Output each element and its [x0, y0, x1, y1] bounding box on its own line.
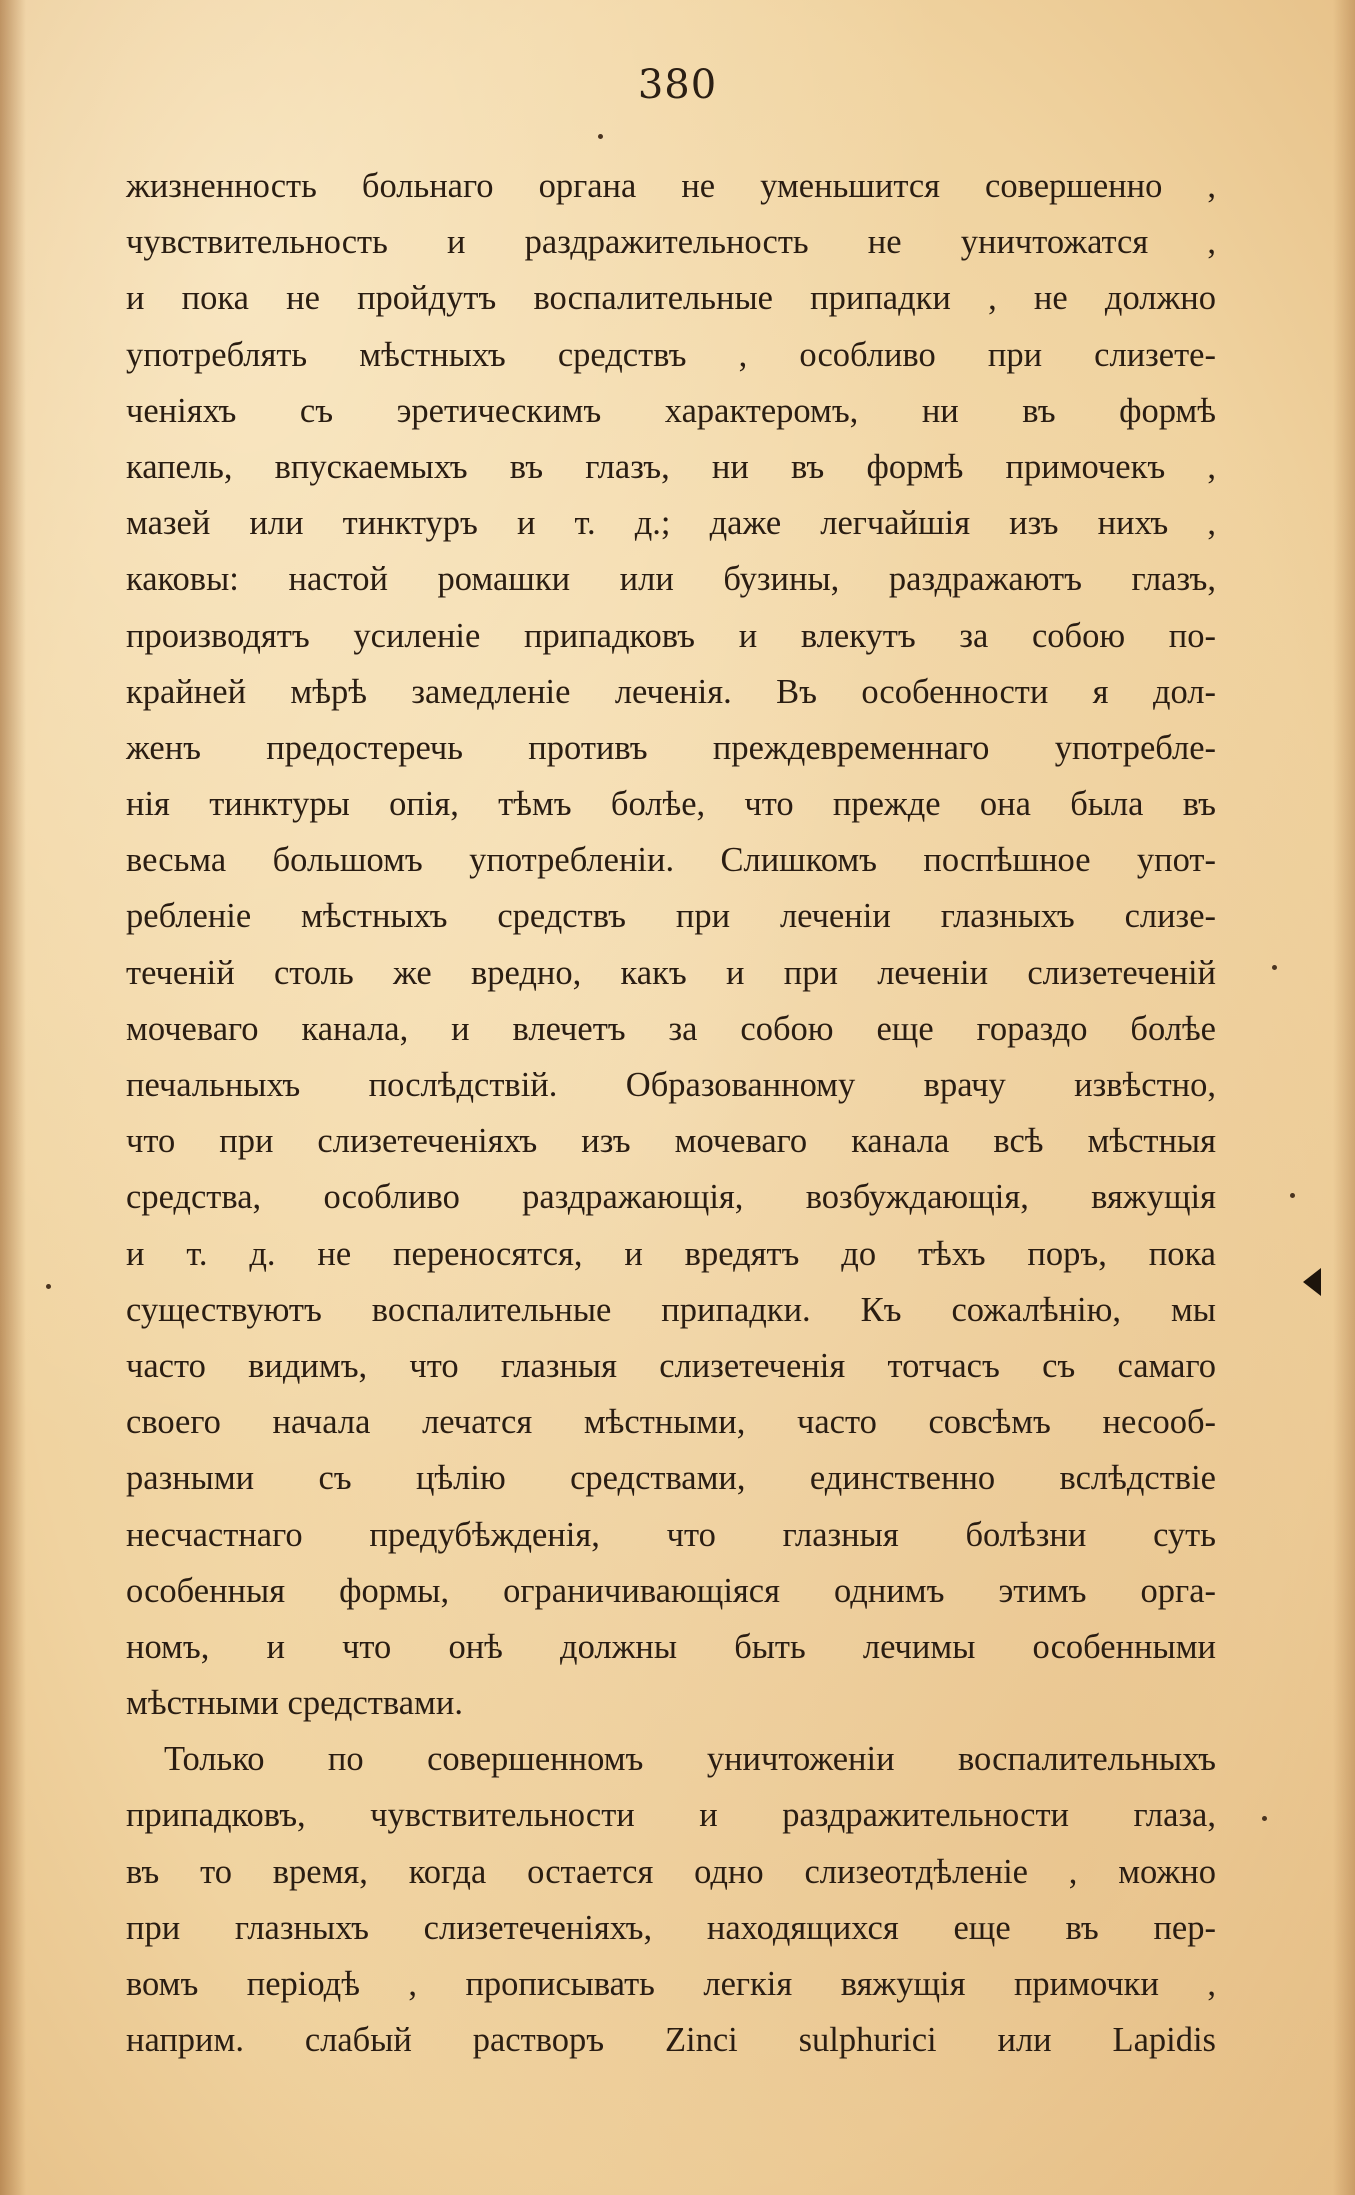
ink-speck	[1262, 1816, 1267, 1821]
ink-speck	[1290, 1193, 1295, 1198]
text-line: мочеваго канала, и влечетъ за собою еще гораздо болѣе	[126, 1009, 1216, 1048]
text-line: что при слизетеченіяхъ изъ мочеваго канала всѣ мѣстныя	[126, 1122, 1216, 1161]
text-line: средства, особливо раздражающія, возбуждающія, вяжущія	[126, 1178, 1216, 1217]
text-line: жизненность больнаго органа не уменьшится совершенно ,	[126, 167, 1216, 205]
text-line: номъ, и что онѣ должны быть лечимы особенными	[126, 1627, 1216, 1666]
text-line: припадковъ, чувствительности и раздражительности глаза,	[126, 1796, 1216, 1835]
text-line: чувствительность и раздражительность не уничтожатся ,	[126, 223, 1216, 262]
text-line: существуютъ воспалительные припадки. Къ сожалѣнію, мы	[126, 1290, 1216, 1329]
page-number: 380	[637, 62, 718, 108]
text-line: мазей или тинктуръ и т. д.; даже легчайшія изъ нихъ ,	[126, 504, 1216, 543]
text-line: производятъ усиленіе припадковъ и влекутъ за собою по-	[126, 616, 1216, 655]
body-text	[126, 158, 1216, 2068]
text-line: теченій столь же вредно, какъ и при леченіи слизетеченій	[126, 953, 1216, 992]
ink-speck	[1272, 965, 1277, 970]
text-line: печальныхъ послѣдствій. Образованному врачу извѣстно,	[126, 1066, 1216, 1104]
text-line: вомъ періодѣ , прописывать легкія вяжущія примочки ,	[126, 1965, 1216, 2003]
text-line: и пока не пройдутъ воспалительные припадки , не должно	[126, 279, 1216, 318]
text-line: женъ предостеречь противъ преждевременнаго употребле-	[126, 728, 1216, 767]
text-line: крайней мѣрѣ замедленіе леченія. Въ особенности я дол-	[126, 672, 1216, 711]
text-line: Только по совершенномъ уничтоженіи воспалительныхъ	[164, 1740, 1216, 1779]
text-line: своего начала лечатся мѣстными, часто совсѣмъ несооб-	[126, 1403, 1216, 1442]
text-line: при глазныхъ слизетеченіяхъ, находящихся еще въ пер-	[126, 1908, 1216, 1947]
text-line: каковы: настой ромашки или бузины, раздражаютъ глазъ,	[126, 560, 1216, 599]
ink-speck	[46, 1284, 51, 1289]
text-line: наприм. слабый растворъ Zinci sulphurici или Lapidis	[126, 2021, 1216, 2060]
text-line: часто видимъ, что глазныя слизетеченія тотчасъ съ самаго	[126, 1346, 1216, 1385]
text-line: особенныя формы, ограничивающіяся однимъ этимъ орга-	[126, 1571, 1216, 1610]
text-line: и т. д. не переносятся, и вредятъ до тѣхъ поръ, пока	[126, 1234, 1216, 1273]
text-line: употреблять мѣстныхъ средствъ , особливо при слизете-	[126, 335, 1216, 374]
text-line: мѣстными средствами.	[126, 1684, 463, 1723]
text-line: весьма большомъ употребленіи. Слишкомъ поспѣшное упот-	[126, 841, 1216, 880]
margin-marker-icon	[1303, 1268, 1321, 1296]
text-line: ребленіе мѣстныхъ средствъ при леченіи глазныхъ слизе-	[126, 897, 1216, 936]
text-line: нія тинктуры опія, тѣмъ болѣе, что прежде она была въ	[126, 785, 1216, 824]
text-line: несчастнаго предубѣжденія, что глазныя болѣзни суть	[126, 1515, 1216, 1554]
ink-speck	[598, 134, 603, 139]
text-line: въ то время, когда остается одно слизеотдѣленіе , можно	[126, 1852, 1216, 1891]
text-line: капель, впускаемыхъ въ глазъ, ни въ формѣ примочекъ ,	[126, 447, 1216, 486]
text-line: разными съ цѣлію средствами, единственно вслѣдствіе	[126, 1459, 1216, 1498]
text-line: ченіяхъ съ эретическимъ характеромъ, ни въ формѣ	[126, 391, 1216, 430]
